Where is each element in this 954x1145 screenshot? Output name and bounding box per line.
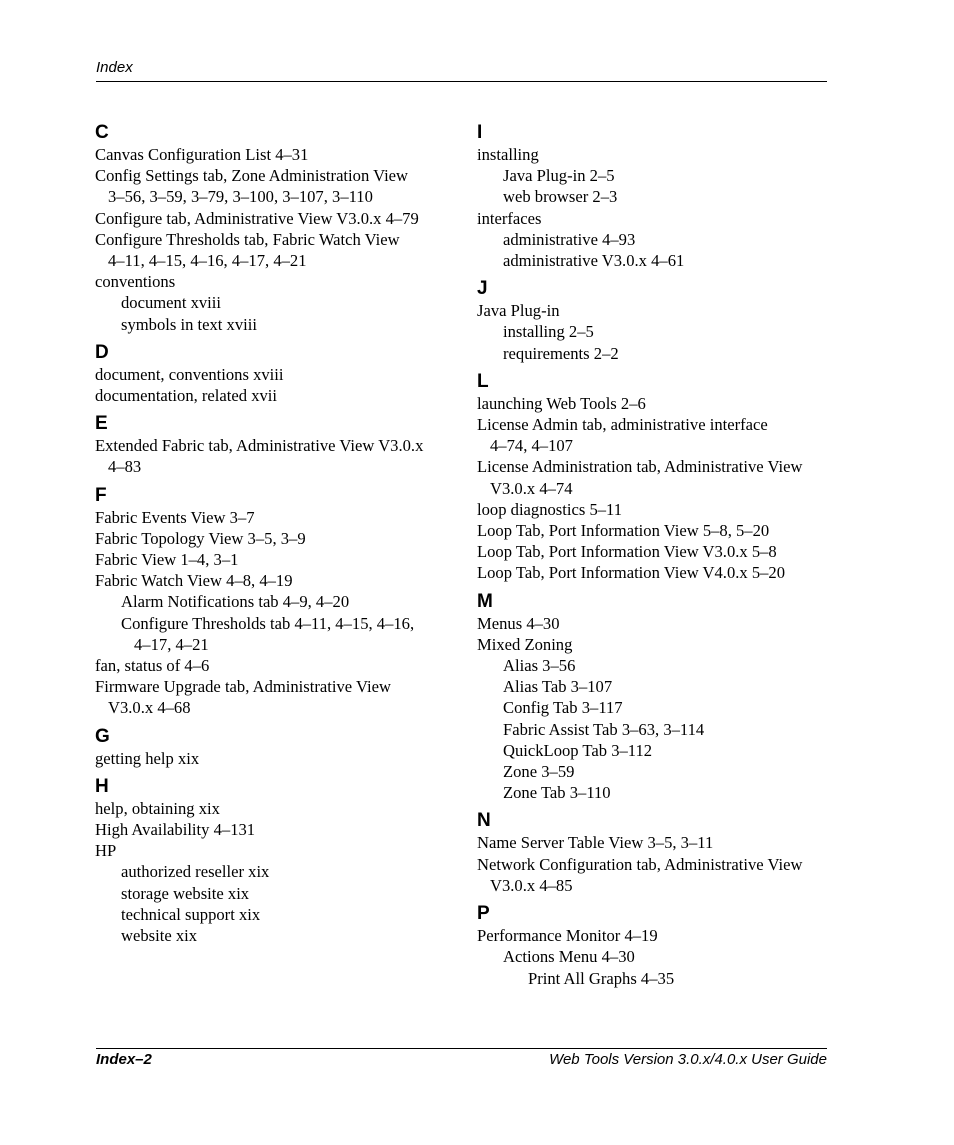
- index-entry: technical support xix: [121, 904, 261, 924]
- index-entry: Config Settings tab, Zone Administration View: [95, 166, 409, 186]
- index-entry: Java Plug-in 2–5: [503, 166, 615, 186]
- index-entry: Actions Menu 4–30: [503, 947, 635, 967]
- index-entry: administrative 4–93: [503, 229, 636, 249]
- index-entry: Fabric View 1–4, 3–1: [95, 550, 239, 570]
- index-letter-heading: F: [95, 484, 107, 506]
- index-entry: Loop Tab, Port Information View 5–8, 5–20: [477, 521, 770, 541]
- index-letter-heading: N: [477, 810, 491, 832]
- index-entry: website xix: [121, 926, 198, 946]
- index-entry: storage website xix: [121, 883, 250, 903]
- index-entry: fan, status of 4–6: [95, 656, 210, 676]
- index-entry-continuation: 4–74, 4–107: [490, 436, 573, 456]
- index-entry: Alias 3–56: [503, 656, 576, 676]
- index-entry: Alias Tab 3–107: [503, 677, 613, 697]
- index-entry-continuation: V3.0.x 4–85: [490, 875, 573, 895]
- index-entry: administrative V3.0.x 4–61: [503, 251, 685, 271]
- index-entry: launching Web Tools 2–6: [477, 393, 646, 413]
- index-letter-heading: H: [95, 775, 109, 797]
- index-entry: requirements 2–2: [503, 343, 619, 363]
- index-entry: Loop Tab, Port Information View V4.0.x 5–20: [477, 563, 786, 583]
- index-entry: Extended Fabric tab, Administrative View V3.0.x: [95, 436, 424, 456]
- index-letter-heading: L: [477, 370, 489, 392]
- index-entry: symbols in text xviii: [121, 314, 257, 334]
- index-entry: HP: [95, 841, 117, 861]
- index-entry: Configure Thresholds tab 4–11, 4–15, 4–16,: [121, 613, 415, 633]
- index-entry: License Administration tab, Administrative View: [477, 457, 803, 477]
- index-entry: Zone 3–59: [503, 762, 575, 782]
- header-rule: [96, 81, 827, 82]
- index-column-left: [95, 121, 455, 946]
- index-entry: Loop Tab, Port Information View V3.0.x 5–8: [477, 542, 777, 562]
- index-entry: document xviii: [121, 293, 222, 313]
- index-letter-heading: C: [95, 122, 109, 143]
- running-header: Index: [96, 59, 133, 76]
- index-entry: Canvas Configuration List 4–31: [95, 145, 309, 164]
- index-letter-heading: P: [477, 903, 490, 925]
- index-entry: Firmware Upgrade tab, Administrative View: [95, 677, 391, 697]
- index-entry: Network Configuration tab, Administrative View: [477, 854, 803, 874]
- index-entry: web browser 2–3: [503, 187, 618, 207]
- index-entry-continuation: V3.0.x 4–74: [490, 478, 573, 498]
- index-letter-heading: M: [477, 590, 493, 612]
- index-entry: conventions: [95, 272, 176, 292]
- index-entry-continuation: 3–56, 3–59, 3–79, 3–100, 3–107, 3–110: [108, 187, 373, 207]
- index-entry: Performance Monitor 4–19: [477, 926, 658, 946]
- footer-book-title: Web Tools Version 3.0.x/4.0.x User Guide: [549, 1051, 827, 1068]
- index-entry: Configure Thresholds tab, Fabric Watch View: [95, 229, 400, 249]
- index-entry: Config Tab 3–117: [503, 698, 623, 718]
- index-entry: Java Plug-in: [477, 301, 560, 321]
- index-letter-heading: G: [95, 725, 110, 747]
- index-entry: Fabric Watch View 4–8, 4–19: [95, 571, 293, 591]
- index-entry-continuation: 4–17, 4–21: [134, 634, 209, 654]
- index-entry: documentation, related xvii: [95, 386, 278, 406]
- index-letter-heading: E: [95, 413, 108, 435]
- index-letter-heading: J: [477, 278, 488, 300]
- index-entry: document, conventions xviii: [95, 364, 284, 384]
- index-entry-continuation: V3.0.x 4–68: [108, 698, 191, 718]
- index-entry: Fabric Topology View 3–5, 3–9: [95, 528, 306, 548]
- index-letter-heading: I: [477, 122, 483, 143]
- index-entry: Configure tab, Administrative View V3.0.x 4–79: [95, 208, 419, 228]
- footer-page-number: Index–2: [96, 1051, 152, 1068]
- index-entry: loop diagnostics 5–11: [477, 499, 623, 519]
- index-column-right: [477, 121, 837, 989]
- index-entry: interfaces: [477, 208, 542, 228]
- index-entry-continuation: 4–83: [108, 457, 142, 477]
- index-entry: getting help xix: [95, 748, 200, 768]
- index-entry: Print All Graphs 4–35: [528, 968, 675, 988]
- index-letter-heading: D: [95, 341, 109, 363]
- index-entry: installing 2–5: [503, 322, 594, 342]
- index-entry: help, obtaining xix: [95, 798, 220, 818]
- footer-rule: [96, 1048, 827, 1049]
- index-entry: High Availability 4–131: [95, 820, 256, 840]
- index-entry: Mixed Zoning: [477, 634, 573, 654]
- index-entry: installing: [477, 145, 539, 164]
- index-entry: Menus 4–30: [477, 613, 560, 633]
- index-entry: Name Server Table View 3–5, 3–11: [477, 833, 714, 853]
- index-entry: Fabric Assist Tab 3–63, 3–114: [503, 719, 705, 739]
- index-entry: authorized reseller xix: [121, 862, 270, 882]
- index-entry: Fabric Events View 3–7: [95, 507, 255, 527]
- index-entry: QuickLoop Tab 3–112: [503, 740, 653, 760]
- index-entry: Alarm Notifications tab 4–9, 4–20: [121, 592, 350, 612]
- index-entry-continuation: 4–11, 4–15, 4–16, 4–17, 4–21: [108, 251, 307, 271]
- index-entry: License Admin tab, administrative interface: [477, 415, 768, 435]
- index-entry: Zone Tab 3–110: [503, 783, 611, 803]
